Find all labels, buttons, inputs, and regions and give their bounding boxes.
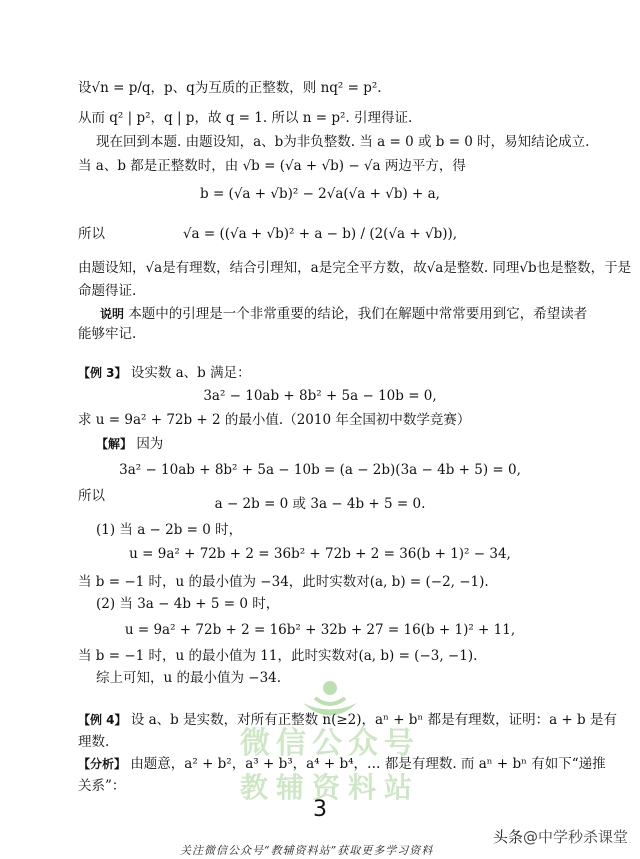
- case-1-condition: (1) 当 a − 2b = 0 时，: [96, 522, 243, 538]
- case-2-equation: u = 9a² + 72b + 2 = 16b² + 32b + 27 = 16(b + 1)² + 11,: [124, 622, 516, 638]
- note-text-2: 能够牢记.: [78, 326, 137, 342]
- watermark-line-1: 微信公众号: [240, 726, 420, 761]
- analysis-text: 由题意，a² + b²，a³ + b³，a⁴ + b⁴，… 都是有理数. 而 aⁿ + bⁿ 有如下“递推: [130, 756, 606, 772]
- example-4-tag: 【例 4】: [78, 713, 127, 727]
- footer-note: 关注微信公众号“教辅资料站”获取更多学习资料: [180, 844, 434, 857]
- example-3-intro: 设实数 a、b 满足：: [130, 365, 251, 381]
- page-number: 3: [313, 797, 327, 822]
- credit-handle: @中学秒杀课堂: [522, 828, 628, 846]
- note-label: 说明: [100, 307, 125, 321]
- lemma-line-5: 由题设知，√a是有理数，结合引理知，a是完全平方数，故√a是整数. 同理√b也是整数，于是: [78, 260, 632, 276]
- factor-equation: 3a² − 10ab + 8b² + 5a − 10b = (a − 2b)(3a − 4b + 5) = 0,: [119, 462, 521, 478]
- example-3-tag: 【例 3】: [78, 366, 127, 380]
- cases-equation: a − 2b = 0 或 3a − 4b + 5 = 0.: [214, 496, 426, 512]
- source-credit: [493, 826, 628, 847]
- example-3-conclusion: 综上可知，u 的最小值为 −34.: [96, 670, 282, 686]
- equation-sqrt-a: √a = ((√a + √b)² + a − b) / (2(√a + √b)),: [182, 226, 458, 242]
- credit-prefix: 头条: [492, 828, 523, 846]
- example-4-text-2: 理数.: [78, 734, 110, 750]
- analysis-label: 【分析】: [78, 757, 127, 771]
- lemma-line-1: 设√n = p/q，p、q为互质的正整数，则 nq² = p².: [78, 80, 382, 96]
- lemma-line-6: 命题得证.: [78, 283, 137, 299]
- case-2-result: 当 b = −1 时，u 的最小值为 11，此时实数对(a, b) = (−3, −1).: [78, 648, 478, 664]
- lemma-line-3: 现在回到本题. 由题设知，a、b为非负整数. 当 a = 0 或 b = 0 时，易知结论成立.: [96, 134, 590, 150]
- example-3-question: 求 u = 9a² + 72b + 2 的最小值.（2010 年全国初中数学竞赛）: [78, 412, 471, 428]
- so-label: 所以: [78, 226, 105, 242]
- watermark-line-2: 教辅资料站: [239, 771, 420, 804]
- example-4-text: 设 a、b 是实数，对所有正整数 n(≥2)，aⁿ + bⁿ 都是有理数，证明：a + b 是有: [130, 712, 617, 728]
- analysis-text-2: 关系”：: [78, 778, 126, 794]
- so-label-2: 所以: [78, 488, 105, 504]
- lemma-line-4: 当 a、b 都是正整数时，由 √b = (√a + √b) − √a 两边平方，得: [78, 158, 466, 174]
- note-text: 本题中的引理是一个非常重要的结论，我们在解题中常常要用到它，希望读者: [128, 306, 588, 322]
- lemma-line-2: 从而 q² | p²，q | p，故 q = 1. 所以 n = p². 引理得证.: [78, 110, 413, 126]
- solution-because: 因为: [136, 436, 164, 452]
- case-2-condition: (2) 当 3a − 4b + 5 = 0 时，: [96, 596, 280, 612]
- case-1-result: 当 b = −1 时，u 的最小值为 −34，此时实数对(a, b) = (−2, −1).: [78, 574, 489, 590]
- case-1-equation: u = 9a² + 72b + 2 = 36b² + 72b + 2 = 36(b + 1)² − 34,: [129, 546, 511, 562]
- example-3-equation: 3a² − 10ab + 8b² + 5a − 10b = 0,: [203, 388, 437, 404]
- solution-label: 【解】: [96, 437, 133, 451]
- equation-b: b = (√a + √b)² − 2√a(√a + √b) + a,: [200, 186, 440, 202]
